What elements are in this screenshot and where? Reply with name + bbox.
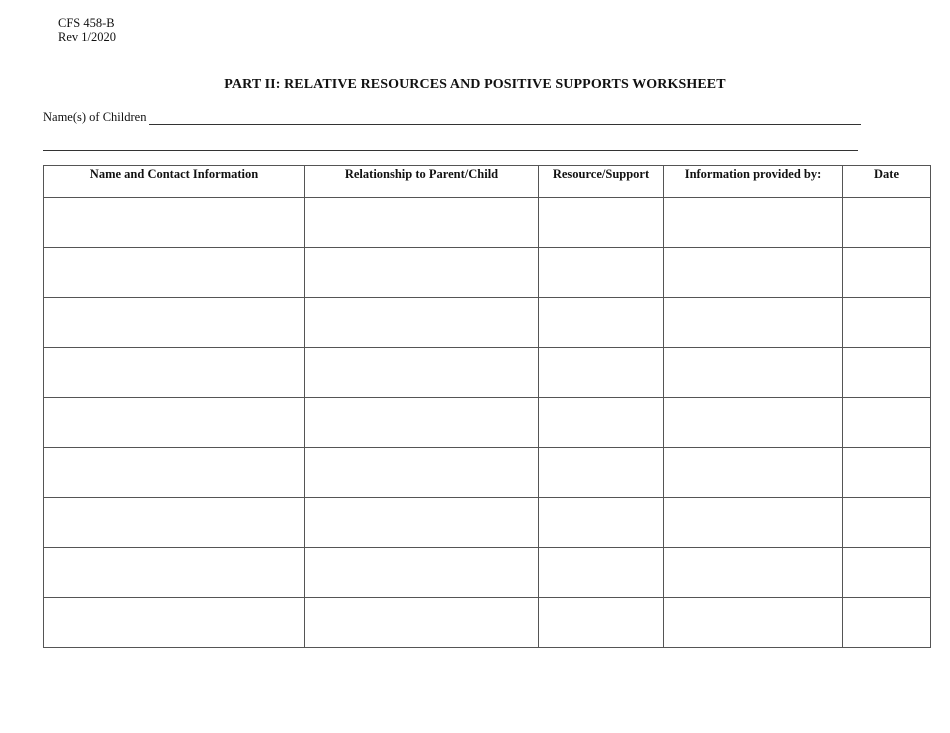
cell-info-by[interactable] <box>664 298 843 348</box>
cell-info-by[interactable] <box>664 398 843 448</box>
children-names-label: Name(s) of Children <box>43 110 147 124</box>
cell-resource[interactable] <box>539 548 664 598</box>
children-names-row <box>43 110 861 125</box>
cell-relationship[interactable] <box>305 348 539 398</box>
cell-name-contact[interactable] <box>44 298 305 348</box>
cell-resource[interactable] <box>539 348 664 398</box>
table-row <box>44 198 931 248</box>
cell-date[interactable] <box>843 298 931 348</box>
cell-resource[interactable] <box>539 398 664 448</box>
cell-info-by[interactable] <box>664 548 843 598</box>
form-identifier <box>58 16 116 44</box>
page-title: PART II: RELATIVE RESOURCES AND POSITIVE SUPPORTS WORKSHEET <box>224 77 726 92</box>
cell-relationship[interactable] <box>305 198 539 248</box>
cell-resource[interactable] <box>539 598 664 648</box>
cell-relationship[interactable] <box>305 498 539 548</box>
cell-name-contact[interactable] <box>44 398 305 448</box>
cell-date[interactable] <box>843 348 931 398</box>
column-header-resource-support: Resource/Support <box>539 166 664 198</box>
cell-info-by[interactable] <box>664 198 843 248</box>
cell-resource[interactable] <box>539 498 664 548</box>
cell-info-by[interactable] <box>664 248 843 298</box>
table-row <box>44 298 931 348</box>
cell-resource[interactable] <box>539 448 664 498</box>
cell-relationship[interactable] <box>305 398 539 448</box>
cell-name-contact[interactable] <box>44 448 305 498</box>
table-row <box>44 248 931 298</box>
table-header-row <box>44 166 931 198</box>
cell-name-contact[interactable] <box>44 598 305 648</box>
cell-relationship[interactable] <box>305 448 539 498</box>
table-row <box>44 448 931 498</box>
cell-info-by[interactable] <box>664 598 843 648</box>
cell-name-contact[interactable] <box>44 248 305 298</box>
cell-info-by[interactable] <box>664 448 843 498</box>
resources-table <box>43 165 931 648</box>
table-row <box>44 348 931 398</box>
cell-name-contact[interactable] <box>44 498 305 548</box>
cell-name-contact[interactable] <box>44 548 305 598</box>
children-names-field[interactable] <box>149 112 861 125</box>
cell-info-by[interactable] <box>664 348 843 398</box>
cell-date[interactable] <box>843 498 931 548</box>
cell-relationship[interactable] <box>305 548 539 598</box>
cell-name-contact[interactable] <box>44 198 305 248</box>
table-row <box>44 598 931 648</box>
column-header-name-contact: Name and Contact Information <box>44 166 305 198</box>
cell-relationship[interactable] <box>305 298 539 348</box>
cell-resource[interactable] <box>539 198 664 248</box>
table-row <box>44 498 931 548</box>
cell-relationship[interactable] <box>305 598 539 648</box>
cell-date[interactable] <box>843 548 931 598</box>
cell-date[interactable] <box>843 398 931 448</box>
cell-date[interactable] <box>843 448 931 498</box>
cell-date[interactable] <box>843 198 931 248</box>
cell-name-contact[interactable] <box>44 348 305 398</box>
cell-relationship[interactable] <box>305 248 539 298</box>
column-header-date: Date <box>843 166 931 198</box>
cell-info-by[interactable] <box>664 498 843 548</box>
cell-resource[interactable] <box>539 298 664 348</box>
form-code: CFS 458-B <box>58 16 115 30</box>
cell-date[interactable] <box>843 598 931 648</box>
form-revision: Rev 1/2020 <box>58 30 116 44</box>
table-row <box>44 398 931 448</box>
column-header-relationship: Relationship to Parent/Child <box>305 166 539 198</box>
cell-resource[interactable] <box>539 248 664 298</box>
table-row <box>44 548 931 598</box>
children-names-continuation-field[interactable] <box>43 150 858 151</box>
cell-date[interactable] <box>843 248 931 298</box>
column-header-information-provided-by: Information provided by: <box>664 166 843 198</box>
